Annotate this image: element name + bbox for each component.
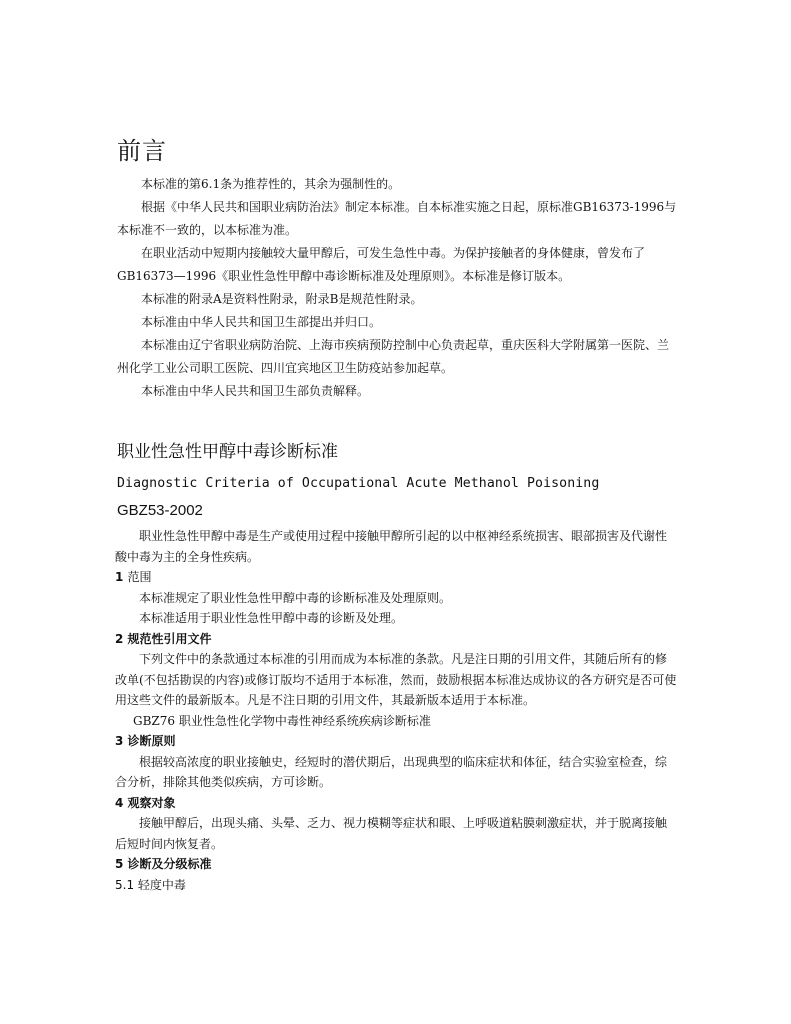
foreword-paragraph: 本标准的附录A是资料性附录，附录B是规范性附录。 xyxy=(141,292,423,306)
standard-title: 职业性急性甲醇中毒诊断标准 xyxy=(117,442,338,462)
section-heading-scope xyxy=(115,567,677,588)
subsection-heading-mild xyxy=(115,875,677,896)
section-paragraph: 本标准适用于职业性急性甲醇中毒的诊断及处理。 xyxy=(139,611,404,625)
section-heading-references xyxy=(115,629,677,650)
section-number: 3 xyxy=(115,734,124,748)
foreword-paragraph: 本标准由中华人民共和国卫生部负责解释。 xyxy=(141,384,370,398)
section-heading-observation xyxy=(115,793,677,814)
foreword-body xyxy=(117,173,677,403)
foreword-heading: 前言 xyxy=(117,137,167,165)
standard-body xyxy=(115,526,677,895)
section-title: 诊断及分级标准 xyxy=(127,857,212,871)
standard-title-english: Diagnostic Criteria of Occupational Acute Methanol Poisoning xyxy=(117,476,600,491)
foreword-paragraph: 根据《中华人民共和国职业病防治法》制定本标准。自本标准实施之日起，原标准GB16373-1996与本标准不一致的，以本标准为准。 xyxy=(117,200,677,237)
section-paragraph: 接触甲醇后，出现头痛、头晕、乏力、视力模糊等症状和眼、上呼吸道粘膜刺激症状，并于脱离接触后短时间内恢复者。 xyxy=(115,816,668,851)
subsection-number: 5.1 xyxy=(115,877,135,892)
section-paragraph: 根据较高浓度的职业接触史，经短时的潜伏期后，出现典型的临床症状和体征，结合实验室检查，综合分析，排除其他类似疾病，方可诊断。 xyxy=(115,754,668,789)
section-title: 诊断原则 xyxy=(127,734,176,748)
section-title: 规范性引用文件 xyxy=(127,631,212,646)
intro-paragraph: 职业性急性甲醇中毒是生产或使用过程中接触甲醇所引起的以中枢神经系统损害、眼部损害及代谢性酸中毒为主的全身性疾病。 xyxy=(115,529,668,564)
foreword-paragraph: 本标准由辽宁省职业病防治院、上海市疾病预防控制中心负责起草，重庆医科大学附属第一医院、兰州化学工业公司职工医院、四川宜宾地区卫生防疫站参加起草。 xyxy=(117,338,670,375)
foreword-paragraph: 本标准由中华人民共和国卫生部提出并归口。 xyxy=(141,315,382,329)
standard-code: GBZ53-2002 xyxy=(117,502,203,519)
section-number: 5 xyxy=(115,857,124,871)
foreword-paragraph: 本标准的第6.1条为推荐性的，其余为强制性的。 xyxy=(141,177,401,191)
normative-reference: GBZ76 职业性急性化学物中毒性神经系统疾病诊断标准 xyxy=(133,713,431,728)
section-heading-principles xyxy=(115,731,677,752)
section-number: 4 xyxy=(115,795,124,810)
foreword-paragraph: 在职业活动中短期内接触较大量甲醇后，可发生急性中毒。为保护接触者的身体健康，曾发布了GB16373—1996《职业性急性甲醇中毒诊断标准及处理原则》。本标准是修订版本。 xyxy=(117,246,646,283)
section-number: 1 xyxy=(115,570,124,584)
section-title: 范围 xyxy=(127,570,152,584)
section-title: 观察对象 xyxy=(127,795,176,810)
section-heading-grading xyxy=(115,854,677,875)
section-paragraph: 本标准规定了职业性急性甲醇中毒的诊断标准及处理原则。 xyxy=(139,590,452,605)
subsection-title: 轻度中毒 xyxy=(137,877,186,892)
section-number: 2 xyxy=(115,631,124,646)
section-paragraph: 下列文件中的条款通过本标准的引用而成为本标准的条款。凡是注日期的引用文件，其随后所有的修改单(不包括勘误的内容)或修订版均不适用于本标准，然而，鼓励根据本标准达成协议的各方研究是否可使用这些文件的最新版本。凡是不注日期的引用文件，其最新版本适用于本标准。 xyxy=(115,652,677,707)
